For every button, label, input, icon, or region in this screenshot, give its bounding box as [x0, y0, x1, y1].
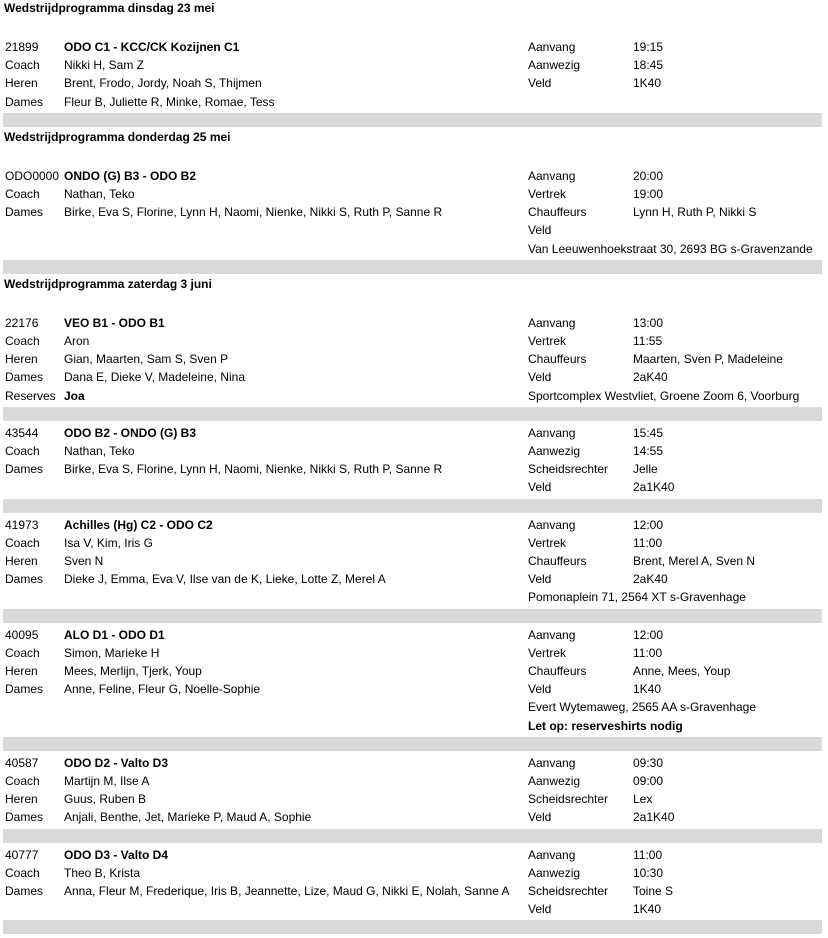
row-names: Dieke J, Emma, Eva V, Ilse van de K, Lieke, Lotte Z, Merel A — [64, 572, 386, 587]
match-row — [0, 754, 828, 772]
row-names: Guus, Ruben B — [64, 792, 147, 807]
detail-value: 12:00 — [633, 627, 664, 642]
match-row — [0, 56, 828, 74]
row-label: Dames — [5, 884, 44, 898]
row-label: 43544 — [5, 425, 39, 440]
match-title: ODO B2 - ONDO (G) B3 — [64, 425, 197, 440]
separator-bar — [3, 920, 822, 934]
detail-label: Let op: reserveshirts nodig — [528, 718, 683, 733]
detail-label: Aanwezig — [528, 444, 581, 458]
row-label: Heren — [5, 352, 38, 367]
row-label: 21899 — [5, 40, 39, 54]
row-label: 40095 — [5, 627, 39, 642]
row-names: Birke, Eva S, Florine, Lynn H, Naomi, Nienke, Nikki S, Ruth P, Sanne R — [64, 462, 443, 477]
detail-value: Lex — [633, 792, 653, 807]
detail-value: 1K40 — [633, 682, 662, 697]
row-label: Reserves — [5, 388, 56, 403]
match-title: ODO C1 - KCC/CK Kozijnen C1 — [64, 40, 240, 54]
detail-value: Brent, Merel A, Sven N — [633, 554, 756, 568]
detail-label: Scheidsrechter — [528, 884, 609, 898]
match-row — [0, 882, 828, 900]
match-row — [0, 900, 828, 918]
match-title: VEO B1 - ODO B1 — [64, 315, 165, 330]
detail-label: Aanvang — [528, 315, 576, 330]
row-label: Coach — [5, 774, 40, 788]
match-row — [0, 808, 828, 826]
detail-label: Aanwezig — [528, 58, 581, 73]
detail-value: 1K40 — [633, 902, 662, 917]
detail-label: Sportcomplex Westvliet, Groene Zoom 6, Voorburg — [528, 388, 800, 403]
detail-value: 13:00 — [633, 315, 664, 330]
detail-value: 14:55 — [633, 444, 664, 458]
detail-value: Anne, Mees, Youp — [633, 664, 731, 678]
match-row — [0, 203, 828, 221]
match-row — [0, 38, 828, 56]
detail-value: 19:00 — [633, 187, 664, 201]
match-row — [0, 368, 828, 386]
detail-value: 09:00 — [633, 774, 664, 788]
row-names: Aron — [64, 334, 90, 348]
detail-label: Veld — [528, 902, 552, 917]
row-label: Dames — [5, 572, 44, 587]
match-title: ONDO (G) B3 - ODO B2 — [64, 168, 197, 183]
row-label: 41973 — [5, 517, 39, 532]
detail-value: Maarten, Sven P, Madeleine — [633, 352, 783, 367]
separator-bar — [3, 609, 822, 623]
detail-label: Aanvang — [528, 168, 576, 183]
day-header: Wedstrijdprogramma dinsdag 23 mei — [4, 1, 215, 15]
row-label: Dames — [5, 205, 44, 220]
row-label: ODO0000 — [5, 168, 60, 183]
row-label: Dames — [5, 462, 44, 477]
match-row — [0, 534, 828, 552]
detail-label: Chauffeurs — [528, 664, 587, 678]
match-row — [0, 442, 828, 460]
detail-value: 11:00 — [633, 645, 663, 660]
match-title: ODO D3 - Valto D4 — [64, 847, 169, 862]
separator-bar — [3, 407, 822, 421]
detail-label: Veld — [528, 572, 552, 587]
match-title: ODO D2 - Valto D3 — [64, 755, 169, 770]
detail-label: Veld — [528, 810, 552, 825]
detail-value: 11:00 — [633, 535, 663, 550]
match-row — [0, 478, 828, 496]
detail-label: Aanwezig — [528, 865, 581, 880]
detail-label: Aanvang — [528, 40, 576, 54]
row-label: Dames — [5, 810, 44, 825]
match-row — [0, 644, 828, 662]
detail-label: Pomonaplein 71, 2564 XT s-Gravenhage — [528, 590, 746, 605]
match-row — [0, 314, 828, 332]
match-row — [0, 698, 828, 716]
row-label: Coach — [5, 187, 40, 201]
detail-label: Veld — [528, 223, 552, 238]
row-label: Dames — [5, 370, 44, 385]
row-label: Coach — [5, 58, 40, 73]
row-names: Isa V, Kim, Iris G — [64, 535, 153, 550]
detail-value: 11:00 — [633, 847, 663, 862]
detail-value: 10:30 — [633, 865, 664, 880]
detail-label: Van Leeuwenhoekstraat 30, 2693 BG s-Gravenzande — [528, 241, 813, 256]
detail-label: Aanvang — [528, 627, 576, 642]
row-names: Gian, Maarten, Sam S, Sven P — [64, 352, 229, 367]
row-names: Theo B, Krista — [64, 865, 141, 880]
match-row — [0, 864, 828, 882]
row-label: Coach — [5, 865, 40, 880]
match-row — [0, 790, 828, 808]
match-title: ALO D1 - ODO D1 — [64, 627, 165, 642]
match-row — [0, 846, 828, 864]
detail-value: 20:00 — [633, 168, 664, 183]
detail-value: 2aK40 — [633, 572, 668, 587]
row-label: Heren — [5, 664, 38, 678]
match-row — [0, 74, 828, 92]
row-label: Heren — [5, 792, 38, 807]
row-label: Coach — [5, 444, 40, 458]
detail-value: 09:30 — [633, 755, 664, 770]
detail-value: 12:00 — [633, 517, 664, 532]
match-row — [0, 717, 828, 735]
detail-label: Vertrek — [528, 187, 567, 201]
match-row — [0, 460, 828, 478]
row-names: Nathan, Teko — [64, 444, 135, 458]
match-row — [0, 240, 828, 258]
row-label: 40777 — [5, 847, 39, 862]
detail-label: Veld — [528, 480, 552, 495]
detail-value: 1K40 — [633, 76, 662, 91]
row-names: Brent, Frodo, Jordy, Noah S, Thijmen — [64, 76, 262, 91]
match-row — [0, 552, 828, 570]
match-row — [0, 588, 828, 606]
row-names: Sven N — [64, 554, 104, 568]
match-row — [0, 167, 828, 185]
detail-value: Toine S — [633, 884, 674, 898]
row-label: 22176 — [5, 315, 39, 330]
row-names: Anne, Feline, Fleur G, Noelle-Sophie — [64, 682, 261, 697]
match-row — [0, 662, 828, 680]
detail-label: Veld — [528, 76, 552, 91]
row-label: Heren — [5, 554, 38, 568]
detail-value: Jelle — [633, 462, 658, 477]
row-label: 40587 — [5, 755, 39, 770]
match-row — [0, 93, 828, 111]
match-row — [0, 221, 828, 239]
detail-label: Vertrek — [528, 645, 567, 660]
row-label: Coach — [5, 535, 40, 550]
detail-label: Aanvang — [528, 425, 576, 440]
match-title: Achilles (Hg) C2 - ODO C2 — [64, 517, 213, 532]
detail-label: Veld — [528, 682, 552, 697]
detail-label: Aanvang — [528, 755, 576, 770]
detail-label: Vertrek — [528, 334, 567, 348]
row-names: Dana E, Dieke V, Madeleine, Nina — [64, 370, 245, 385]
match-row — [0, 570, 828, 588]
detail-label: Evert Wytemaweg, 2565 AA s-Gravenhage — [528, 700, 757, 715]
match-row — [0, 680, 828, 698]
detail-value: 15:45 — [633, 425, 664, 440]
match-row — [0, 185, 828, 203]
detail-label: Scheidsrechter — [528, 462, 609, 477]
detail-label: Aanvang — [528, 847, 576, 862]
row-label: Heren — [5, 76, 38, 91]
row-names: Simon, Marieke H — [64, 645, 160, 660]
detail-value: 2a1K40 — [633, 480, 675, 495]
row-names: Anna, Fleur M, Frederique, Iris B, Jeannette, Lize, Maud G, Nikki E, Nolah, Sanne A — [64, 884, 510, 898]
detail-value: 18:45 — [633, 58, 664, 73]
separator-bar — [3, 260, 822, 274]
separator-bar — [3, 499, 822, 513]
row-names: Mees, Merlijn, Tjerk, Youp — [64, 664, 202, 678]
match-row — [0, 516, 828, 534]
row-names: Nathan, Teko — [64, 187, 135, 201]
row-label: Dames — [5, 94, 44, 109]
separator-bar — [3, 829, 822, 843]
separator-bar — [3, 737, 822, 751]
row-names: Nikki H, Sam Z — [64, 58, 145, 73]
detail-label: Aanwezig — [528, 774, 581, 788]
detail-label: Chauffeurs — [528, 205, 587, 220]
detail-label: Aanvang — [528, 517, 576, 532]
match-row — [0, 626, 828, 644]
row-label: Dames — [5, 682, 44, 697]
detail-label: Veld — [528, 370, 552, 385]
day-header: Wedstrijdprogramma donderdag 25 mei — [4, 129, 231, 144]
detail-value: 2a1K40 — [633, 810, 675, 825]
row-label: Coach — [5, 334, 40, 348]
row-names: Birke, Eva S, Florine, Lynn H, Naomi, Nienke, Nikki S, Ruth P, Sanne R — [64, 205, 443, 220]
row-names: Joa — [64, 388, 85, 403]
separator-bar — [3, 113, 822, 127]
detail-value: 2aK40 — [633, 370, 668, 385]
row-names: Martijn M, Ilse A — [64, 774, 150, 788]
match-row — [0, 332, 828, 350]
detail-label: Chauffeurs — [528, 554, 587, 568]
row-names: Fleur B, Juliette R, Minke, Romae, Tess — [64, 94, 275, 109]
match-row — [0, 772, 828, 790]
match-row — [0, 350, 828, 368]
day-header: Wedstrijdprogramma zaterdag 3 juni — [4, 276, 212, 291]
row-names: Anjali, Benthe, Jet, Marieke P, Maud A, Sophie — [64, 810, 312, 825]
match-row — [0, 387, 828, 405]
detail-value: 11:55 — [633, 334, 663, 348]
detail-label: Chauffeurs — [528, 352, 587, 367]
detail-label: Scheidsrechter — [528, 792, 609, 807]
detail-label: Vertrek — [528, 535, 567, 550]
match-row — [0, 424, 828, 442]
detail-value: 19:15 — [633, 40, 664, 54]
detail-value: Lynn H, Ruth P, Nikki S — [633, 205, 757, 220]
row-label: Coach — [5, 645, 40, 660]
